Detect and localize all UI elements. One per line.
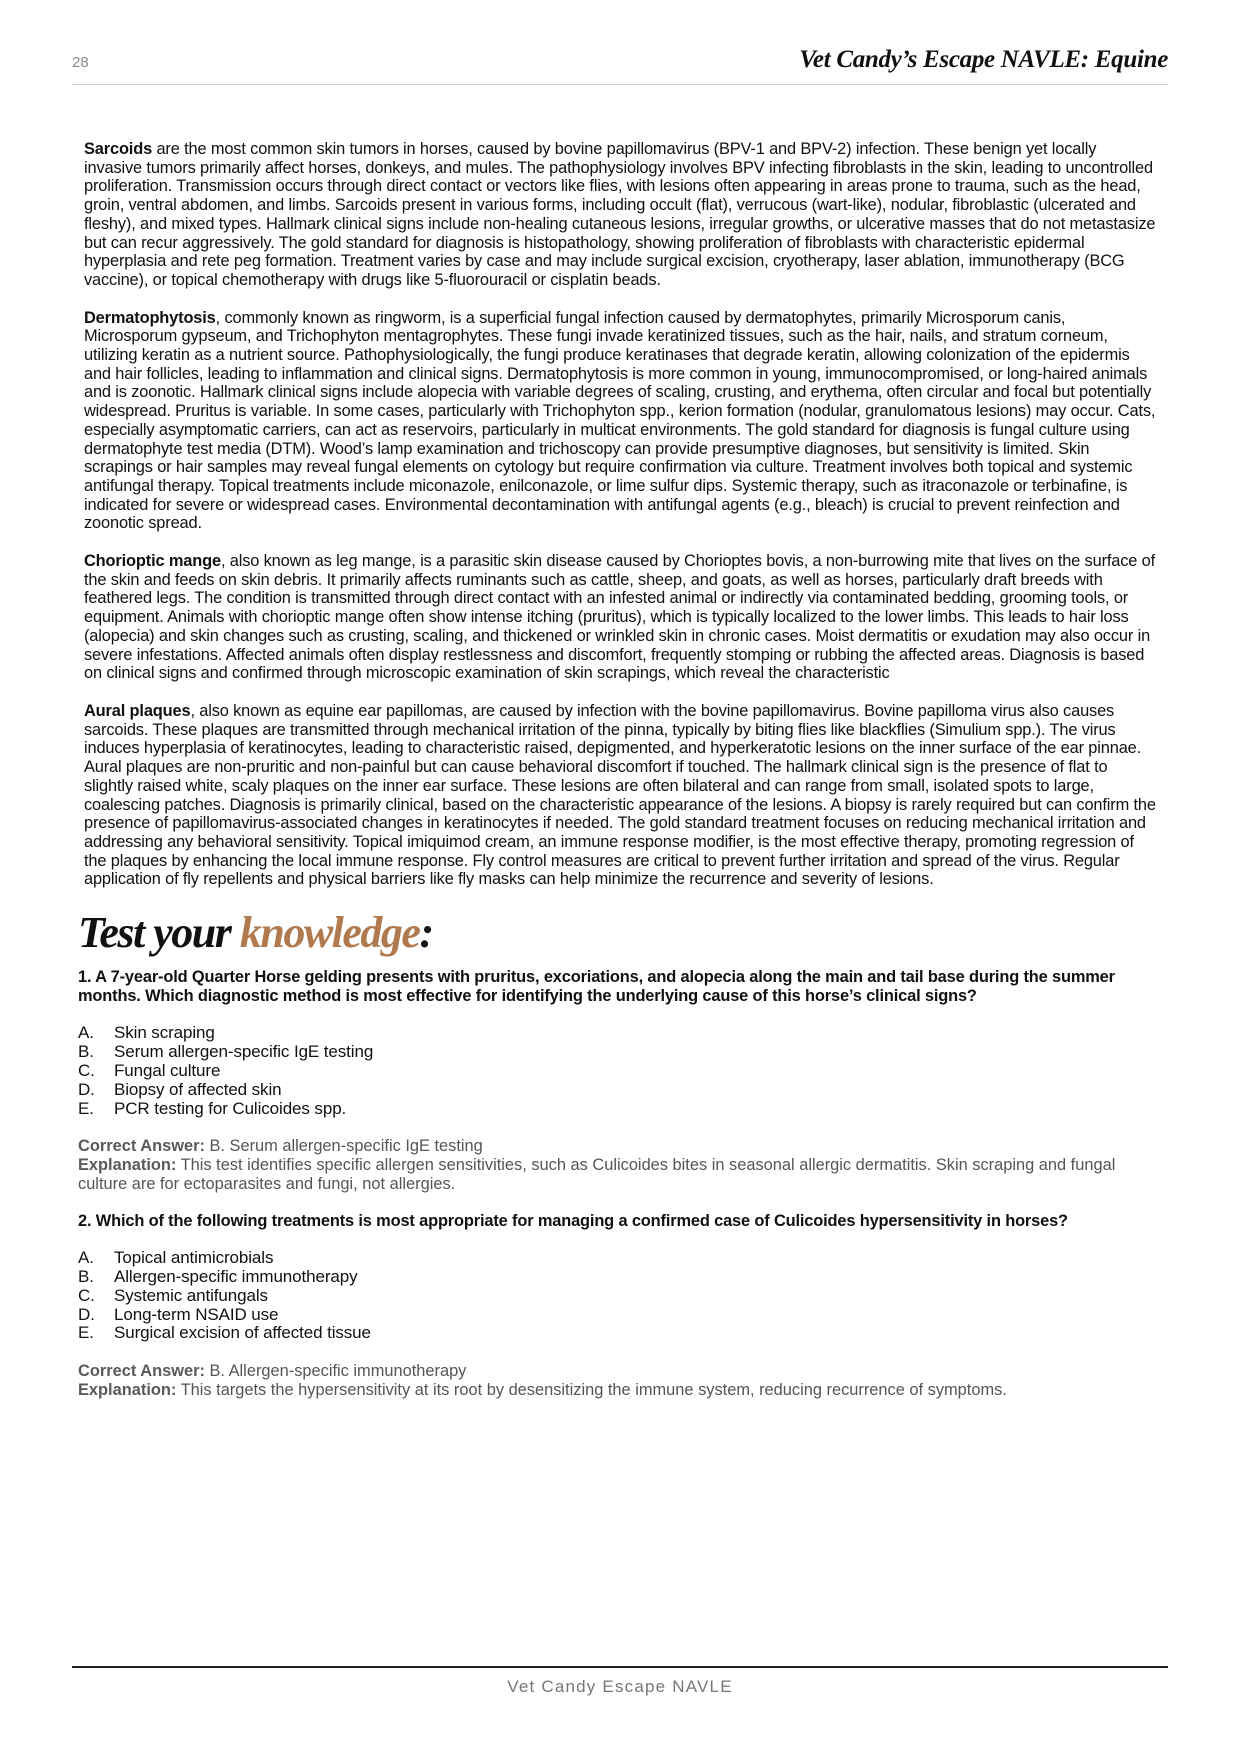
paragraph-body: , also known as equine ear papillomas, are caused by infection with the bovine papillomavirus. Bovine papilloma virus also causes sarcoids. These plaques are transmitted through mechanical irritation of the pinna, typically by biting flies like blackflies (Simulium spp.). The virus induces hyperplasia of keratinocytes, leading to characteristic raised, depigmented, and hyperkeratotic lesions on the inner surface of the ear pinnae. Aural plaques are non-pruritic and non-painful but can cause behavioral discomfort if touched. The hallmark clinical sign is the presence of flat to slightly raised white, scaly plaques on the inner ear surface. These lesions are often bilateral and can range from small, isolated spots to large, coalescing patches. Diagnosis is primarily clinical, based on the characteristic appearance of the lesions. A biopsy is rarely required but can confirm the presence of papillomavirus-associated changes in keratinocytes if needed. The gold standard treatment focuses on reducing mechanical irritation and addressing any behavioral sensitivity. Topical imiquimod cream, an immune response modifier, is the most effective therapy, promoting regression of the plaques by enhancing the local immune response. Fly control measures are critical to prevent further irritation and spread of the virus. Regular application of fly repellents and physical barriers like fly masks can help minimize the recurrence and severity of lesions. [84, 701, 1156, 889]
correct-answer-text: B. Allergen-specific immunotherapy [204, 1362, 467, 1381]
option-letter: C. [78, 1285, 95, 1305]
paragraph-body: , also known as leg mange, is a parasitic skin disease caused by Chorioptes bovis, a non-burrowing mite that lives on the surface of the skin and feeds on skin debris. It primarily affects ruminants such as cattle, sheep, and goats, as well as horses, particularly draft breeds with feathered legs. The condition is transmitted through direct contact with an infested animal or indirectly via contaminated bedding, grooming tools, or equipment. Animals with chorioptic mange often show intense itching (pruritus), which is typically localized to the lower limbs. This leads to hair loss (alopecia) and skin changes such as crusting, scaling, and thickened or wrinkled skin in chronic cases. Moist dermatitis or exudation may also occur in severe infestations. Affected animals often display restlessness and discomfort, frequently stomping or rubbing the affected areas. Diagnosis is based on clinical signs and confirmed through microscopic examination of skin scrapings, which reveal the characteristic [84, 552, 1156, 683]
footer-divider [72, 1666, 1168, 1668]
paragraph-chorioptic-mange [84, 552, 1158, 683]
option-letter: B. [78, 1042, 94, 1062]
option-d [78, 1306, 1158, 1325]
option-e [78, 1100, 1158, 1119]
option-text: Serum allergen-specific IgE testing [114, 1042, 374, 1062]
quiz-title-accent: knowledge [239, 908, 420, 958]
paragraph-aural-plaques [84, 702, 1158, 889]
option-letter: E. [78, 1323, 94, 1343]
explanation-text: This targets the hypersensitivity at its root by desensitizing the immune system, reducing recurrence of symptoms. [176, 1380, 1007, 1399]
option-letter: D. [78, 1304, 95, 1324]
term-dermatophytosis: Dermatophytosis [84, 308, 216, 327]
term-sarcoids: Sarcoids [84, 140, 153, 158]
header-divider [72, 84, 1168, 85]
correct-answer-label: Correct Answer: [78, 1137, 205, 1156]
correct-answer-label: Correct Answer: [78, 1362, 205, 1381]
option-text: Fungal culture [114, 1061, 221, 1081]
option-a [78, 1024, 1158, 1043]
option-text: Allergen-specific immunotherapy [114, 1267, 358, 1287]
paragraph-sarcoids [84, 140, 1158, 290]
answer-explanation [78, 1362, 1158, 1399]
term-aural-plaques: Aural plaques [84, 701, 191, 720]
option-e [78, 1324, 1158, 1343]
option-letter: B. [78, 1267, 94, 1287]
option-letter: A. [78, 1023, 94, 1043]
explanation-text: This test identifies specific allergen sensitivities, such as Culicoides bites in seasonal allergic dermatitis. Skin scraping and fungal culture are for ectoparasites and fungi, not allergies. [78, 1156, 1116, 1193]
paragraph-body: are the most common skin tumors in horses, caused by bovine papillomavirus (BPV-1 and BPV-2) infection. These benign yet locally invasive tumors primarily affect horses, donkeys, and mules. The pathophysiology involves BPV infecting fibroblasts in the skin, leading to uncontrolled proliferation. Transmission occurs through direct contact or vectors like flies, with lesions often appearing in areas prone to trauma, such as the head, groin, ventral abdomen, and limbs. Sarcoids present in various forms, including occult (flat), verrucous (wart-like), nodular, fibroblastic (ulcerated and fleshy), and mixed types. Hallmark clinical signs include non-healing cutaneous lesions, irregular growths, or ulcerative masses that do not metastasize but can recur aggressively. The gold standard for diagnosis is histopathology, showing proliferation of fibroblasts with characteristic epidermal hyperplasia and rete peg formation. Treatment varies by case and may include surgical excision, cryotherapy, laser ablation, immunotherapy (BCG vaccine), or topical chemotherapy with drugs like 5-fluorouracil or cisplatin beads. [84, 140, 1156, 289]
option-text: PCR testing for Culicoides spp. [114, 1098, 347, 1118]
option-text: Surgical excision of affected tissue [114, 1323, 371, 1343]
option-a [78, 1249, 1158, 1268]
quiz-section-title [78, 908, 1158, 958]
correct-answer-text: B. Serum allergen-specific IgE testing [204, 1137, 483, 1156]
quiz-title-end: : [419, 908, 433, 958]
term-chorioptic-mange: Chorioptic mange [84, 552, 221, 571]
explanation-label: Explanation: [78, 1156, 177, 1175]
option-letter: D. [78, 1079, 95, 1099]
paragraph-dermatophytosis [84, 309, 1158, 533]
question-text: 2. Which of the following treatments is most appropriate for managing a confirmed case of Culicoides hypersensitivity in horses? [78, 1211, 1068, 1230]
option-text: Biopsy of affected skin [114, 1079, 282, 1099]
option-letter: C. [78, 1061, 95, 1081]
option-text: Skin scraping [114, 1023, 215, 1043]
option-text: Long-term NSAID use [114, 1304, 279, 1324]
option-text: Systemic antifungals [114, 1285, 268, 1305]
correct-answer [78, 1362, 1158, 1381]
explanation-label: Explanation: [78, 1380, 177, 1399]
option-b [78, 1268, 1158, 1287]
quiz-question-2 [78, 1211, 1158, 1400]
page-content [78, 140, 1158, 1418]
answer-options [78, 1249, 1158, 1343]
question-text: 1. A 7-year-old Quarter Horse gelding presents with pruritus, excoriations, and alopecia along the main and tail base during the summer months. Which diagnostic method is most effective for identifying the underlying cause of this horse’s clinical signs? [78, 968, 1115, 1005]
option-letter: E. [78, 1098, 94, 1118]
quiz-question-1 [78, 968, 1158, 1194]
option-c [78, 1062, 1158, 1081]
running-title: Vet Candy’s Escape NAVLE: Equine [799, 46, 1168, 73]
correct-answer [78, 1137, 1158, 1156]
answer-explanation [78, 1137, 1158, 1193]
page-number: 28 [72, 54, 89, 71]
explanation [78, 1156, 1158, 1193]
footer-text: Vet Candy Escape NAVLE [507, 1677, 733, 1696]
paragraph-body: , commonly known as ringworm, is a superficial fungal infection caused by dermatophytes, primarily Microsporum canis, Microsporum gypseum, and Trichophyton mentagrophytes. These fungi invade keratinized tissues, such as the hair, nails, and stratum corneum, utilizing keratin as a nutrient source. Pathophysiologically, the fungi produce keratinases that degrade keratin, allowing colonization of the epidermis and hair follicles, leading to inflammation and clinical signs. Dermatophytosis is more common in young, immunocompromised, or long-haired animals and is zoonotic. Hallmark clinical signs include alopecia with variable degrees of scaling, crusting, and erythema, often circular and focal but potentially widespread. Pruritus is variable. In some cases, particularly with Trichophyton spp., kerion formation (nodular, granulomatous lesions) may occur. Cats, especially asymptomatic carriers, can act as reservoirs, particularly in multicat environments. The gold standard for diagnosis is fungal culture using dermatophyte test media (DTM). Wood’s lamp examination and trichoscopy can provide presumptive diagnoses, but sensitivity is limited. Skin scrapings or hair samples may reveal fungal elements on cytology but require confirmation via culture. Treatment involves both topical and systemic antifungal therapy. Topical treatments include miconazole, enilconazole, or lime sulfur dips. Systemic therapy, such as itraconazole or terbinafine, is indicated for severe or widespread cases. Environmental decontamination with antifungal agents (e.g., bleach) is crucial to prevent reinfection and zoonotic spread. [84, 308, 1156, 533]
option-b [78, 1043, 1158, 1062]
option-text: Topical antimicrobials [114, 1248, 274, 1268]
quiz-title-main: Test your [78, 908, 240, 958]
explanation [78, 1381, 1158, 1400]
option-d [78, 1081, 1158, 1100]
option-letter: A. [78, 1248, 94, 1268]
option-c [78, 1287, 1158, 1306]
answer-options [78, 1024, 1158, 1118]
